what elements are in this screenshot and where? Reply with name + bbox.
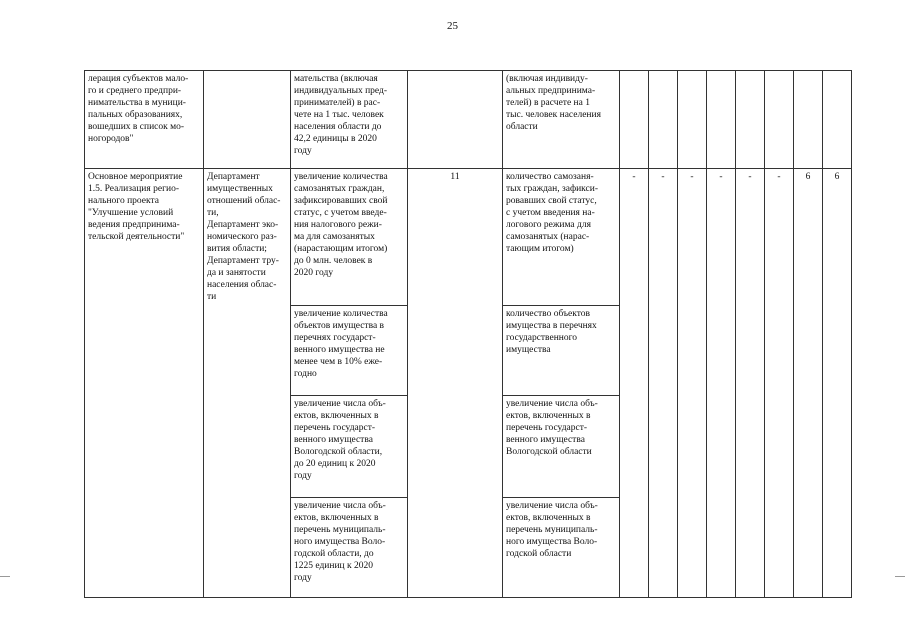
- indicator-cell: (включая индивиду- альных предпринима- телей) в расчете на 1 тыс. человек населения области: [503, 71, 620, 169]
- value-cell: -: [678, 169, 707, 598]
- scan-edge-mark: [0, 576, 10, 577]
- scan-edge-mark: [895, 576, 905, 577]
- value-cell: [649, 71, 678, 169]
- result-cell: увеличение числа объ- ектов, включенных в перечень государст- венного имущества Вологодской области, до 20 единиц к 2020 году: [291, 396, 408, 498]
- value-cell: 6: [823, 169, 852, 598]
- indicator-cell: количество самозаня- тых граждан, зафикси- ровавших свой статус, с учетом введения на- логового режима для самозанятых (нарас- тающим итогом): [503, 169, 620, 306]
- value-cell: [620, 71, 649, 169]
- result-cell: увеличение количества объектов имущества в перечнях государст- венного имущества не менее чем в 10% еже- годно: [291, 306, 408, 396]
- table-row: [85, 169, 852, 306]
- indicator-cell: увеличение числа объ- ектов, включенных в перечень государст- венного имущества Вологодской области: [503, 396, 620, 498]
- indicator-cell: количество объектов имущества в перечнях государственного имущества: [503, 306, 620, 396]
- table-row: [85, 71, 852, 169]
- value-cell: [678, 71, 707, 169]
- code-cell: 11: [408, 169, 503, 598]
- executor-cell: Департамент имущественных отношений облас- ти, Департамент эко- номического раз- вития области; Департамент тру- да и занятости населения облас- ти: [204, 169, 291, 598]
- code-cell: [408, 71, 503, 169]
- page-number: 25: [447, 20, 458, 32]
- value-cell: 6: [794, 169, 823, 598]
- value-cell: -: [736, 169, 765, 598]
- result-cell: мательства (включая индивидуальных пред- принимателей) в рас- чете на 1 тыс. человек населения области до 42,2 единицы в 2020 году: [291, 71, 408, 169]
- value-cell: [736, 71, 765, 169]
- program-events-table: [84, 70, 852, 598]
- value-cell: [823, 71, 852, 169]
- value-cell: [765, 71, 794, 169]
- value-cell: -: [620, 169, 649, 598]
- value-cell: -: [765, 169, 794, 598]
- value-cell: -: [707, 169, 736, 598]
- indicator-cell: увеличение числа объ- ектов, включенных в перечень муниципаль- ного имущества Воло- годской области: [503, 498, 620, 598]
- result-cell: увеличение числа объ- ектов, включенных в перечень муниципаль- ного имущества Воло- годской области, до 1225 единиц к 2020 году: [291, 498, 408, 598]
- executor-cell: [204, 71, 291, 169]
- event-cell: лерация субъектов мало- го и среднего предпри- нимательства в муници- пальных образованиях, вошедших в список мо- ногородов": [85, 71, 204, 169]
- value-cell: -: [649, 169, 678, 598]
- value-cell: [794, 71, 823, 169]
- value-cell: [707, 71, 736, 169]
- result-cell: увеличение количества самозанятых граждан, зафиксировавших свой статус, с учетом введе- ния налогового режи- ма для самозанятых (нарастающим итогом) до 0 млн. человек в 2020 году: [291, 169, 408, 306]
- event-cell: Основное мероприятие 1.5. Реализация регио- нального проекта "Улучшение условий ведения предпринима- тельской деятельности": [85, 169, 204, 598]
